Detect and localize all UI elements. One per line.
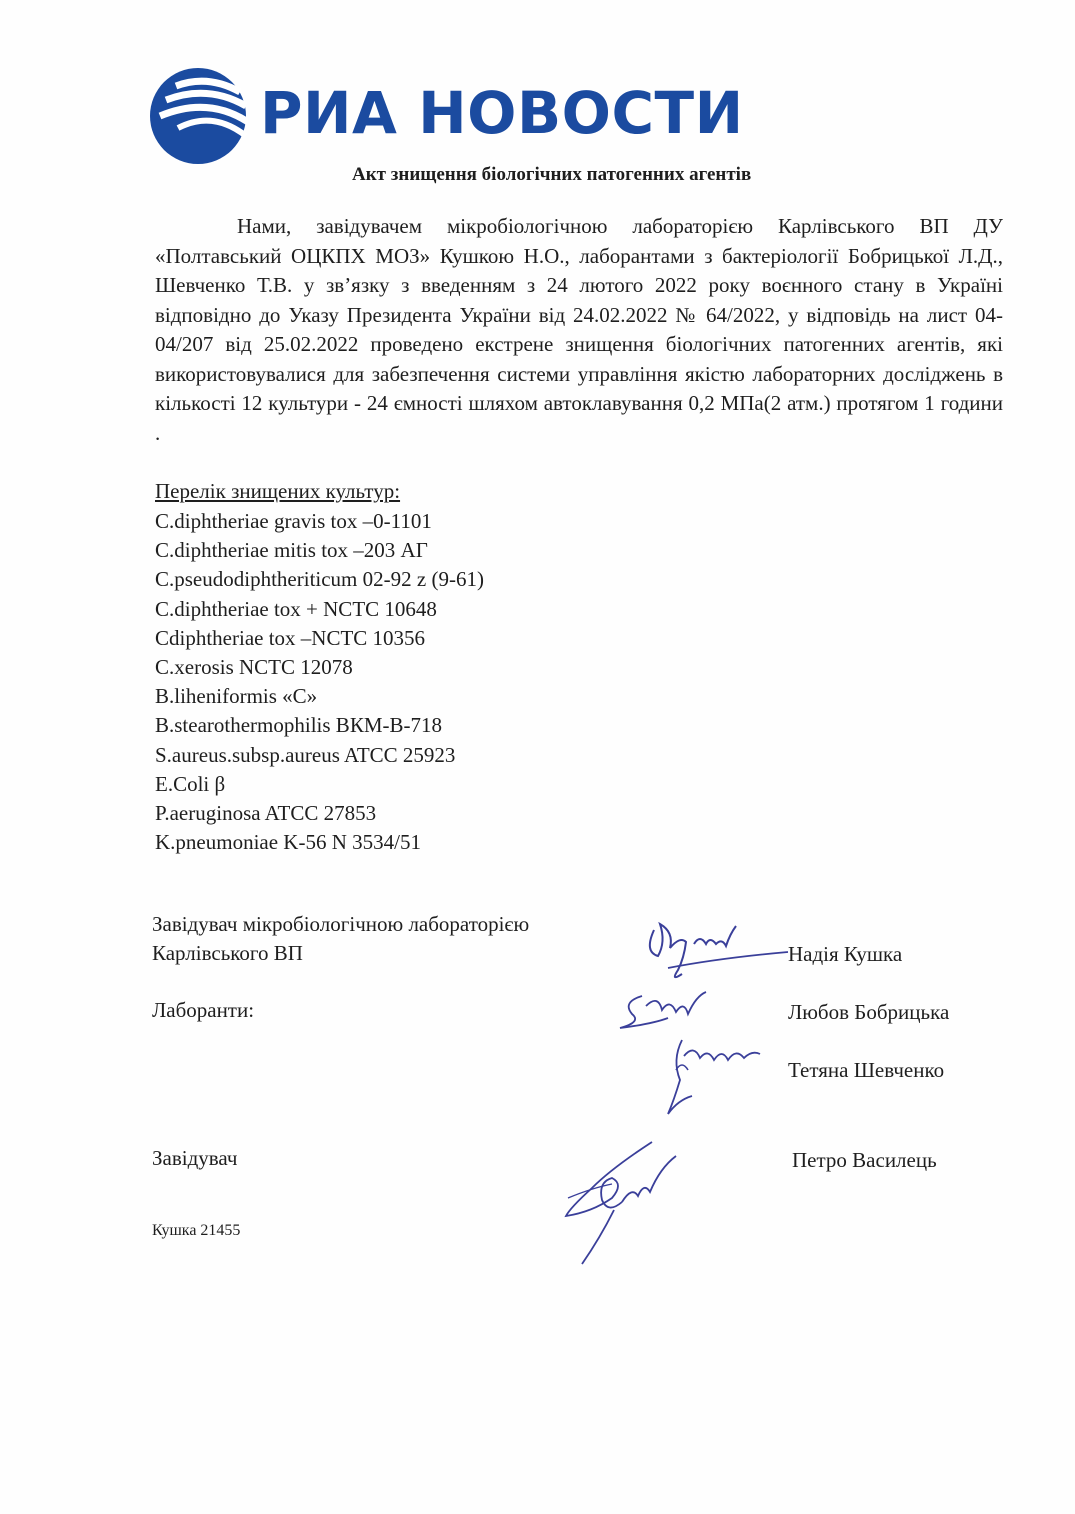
lab-assistants-label: Лаборанти:: [152, 998, 255, 1022]
document-note: Кушка 21455: [152, 1222, 241, 1239]
signature-kushka: [640, 912, 800, 984]
head-label: Завідувач: [152, 1146, 238, 1170]
assistant-2-name: Тетяна Шевченко: [788, 1058, 945, 1082]
document-paragraph: Нами, завідувачем мікробіологічною лабораторією Карлівського ВП ДУ «Полтавський ОЦКПХ МОЗ» Кушкою Н.О., лаборантами з бактеріології Бобрицької Л.Д., Шевченко Т.В. у зв’язку з введенням з 24 лютого 2022 року воєнного стану в Україні відповідно до Указу Президента України від 24.02.2022 № 64/2022, у відповідь на лист 04-04/207 від 25.02.2022 проведено екстрене знищення біологічних патогенних агентів, які використовувалися для забезпечення системи управління якістю лабораторних досліджень в кількості 12 культури - 24 ємності шляхом автоклавування 0,2 МПа(2 атм.) протягом 1 години .: [155, 214, 1003, 445]
list-item: K.pneumoniae K-56 N 3534/51: [155, 830, 421, 855]
list-item: B.liheniformis «C»: [155, 684, 318, 709]
list-item: C.diphtheriae tox + NCTC 10648: [155, 596, 437, 621]
head-name: Петро Василець: [792, 1148, 937, 1172]
list-item: E.Coli β: [155, 771, 226, 796]
head-lab-label: [152, 910, 529, 968]
head-lab-label-line2: Карлівського ВП: [152, 941, 303, 965]
list-item: P.aeruginosa ATCC 27853: [155, 801, 377, 826]
ria-novosti-logo: [148, 62, 744, 172]
list-item: S.aureus.subsp.aureus ATCC 25923: [155, 742, 456, 767]
list-item: C.xerosis NCTC 12078: [155, 655, 353, 680]
signature-shevchenko: [652, 1030, 772, 1120]
list-item: C.pseudodiphtheriticum 02-92 z (9-61): [155, 567, 484, 592]
head-lab-label-line1: Завідувач мікробіологічною лабораторією: [152, 912, 530, 936]
logo-text: РИА НОВОСТИ: [260, 79, 744, 147]
list-item: B.stearothermophilis ВКМ-В-718: [155, 713, 442, 738]
head-lab-name: Надія Кушка: [788, 942, 903, 966]
cultures-list-title: Перелік знищених культур:: [155, 479, 401, 503]
list-item: C.diphtheriae mitis tox –203 АГ: [155, 538, 428, 563]
globe-logo-icon: [148, 66, 248, 166]
assistant-1-name: Любов Бобрицька: [788, 1000, 950, 1024]
list-item: Cdiphtheriae tox –NCTC 10356: [155, 625, 426, 650]
cultures-list: [155, 507, 484, 857]
document-title: Акт знищення біологічних патогенних агентів: [352, 164, 752, 185]
list-item: C.diphtheriae gravis tox –0-1101: [155, 509, 432, 533]
signature-vasylets: [552, 1138, 692, 1268]
